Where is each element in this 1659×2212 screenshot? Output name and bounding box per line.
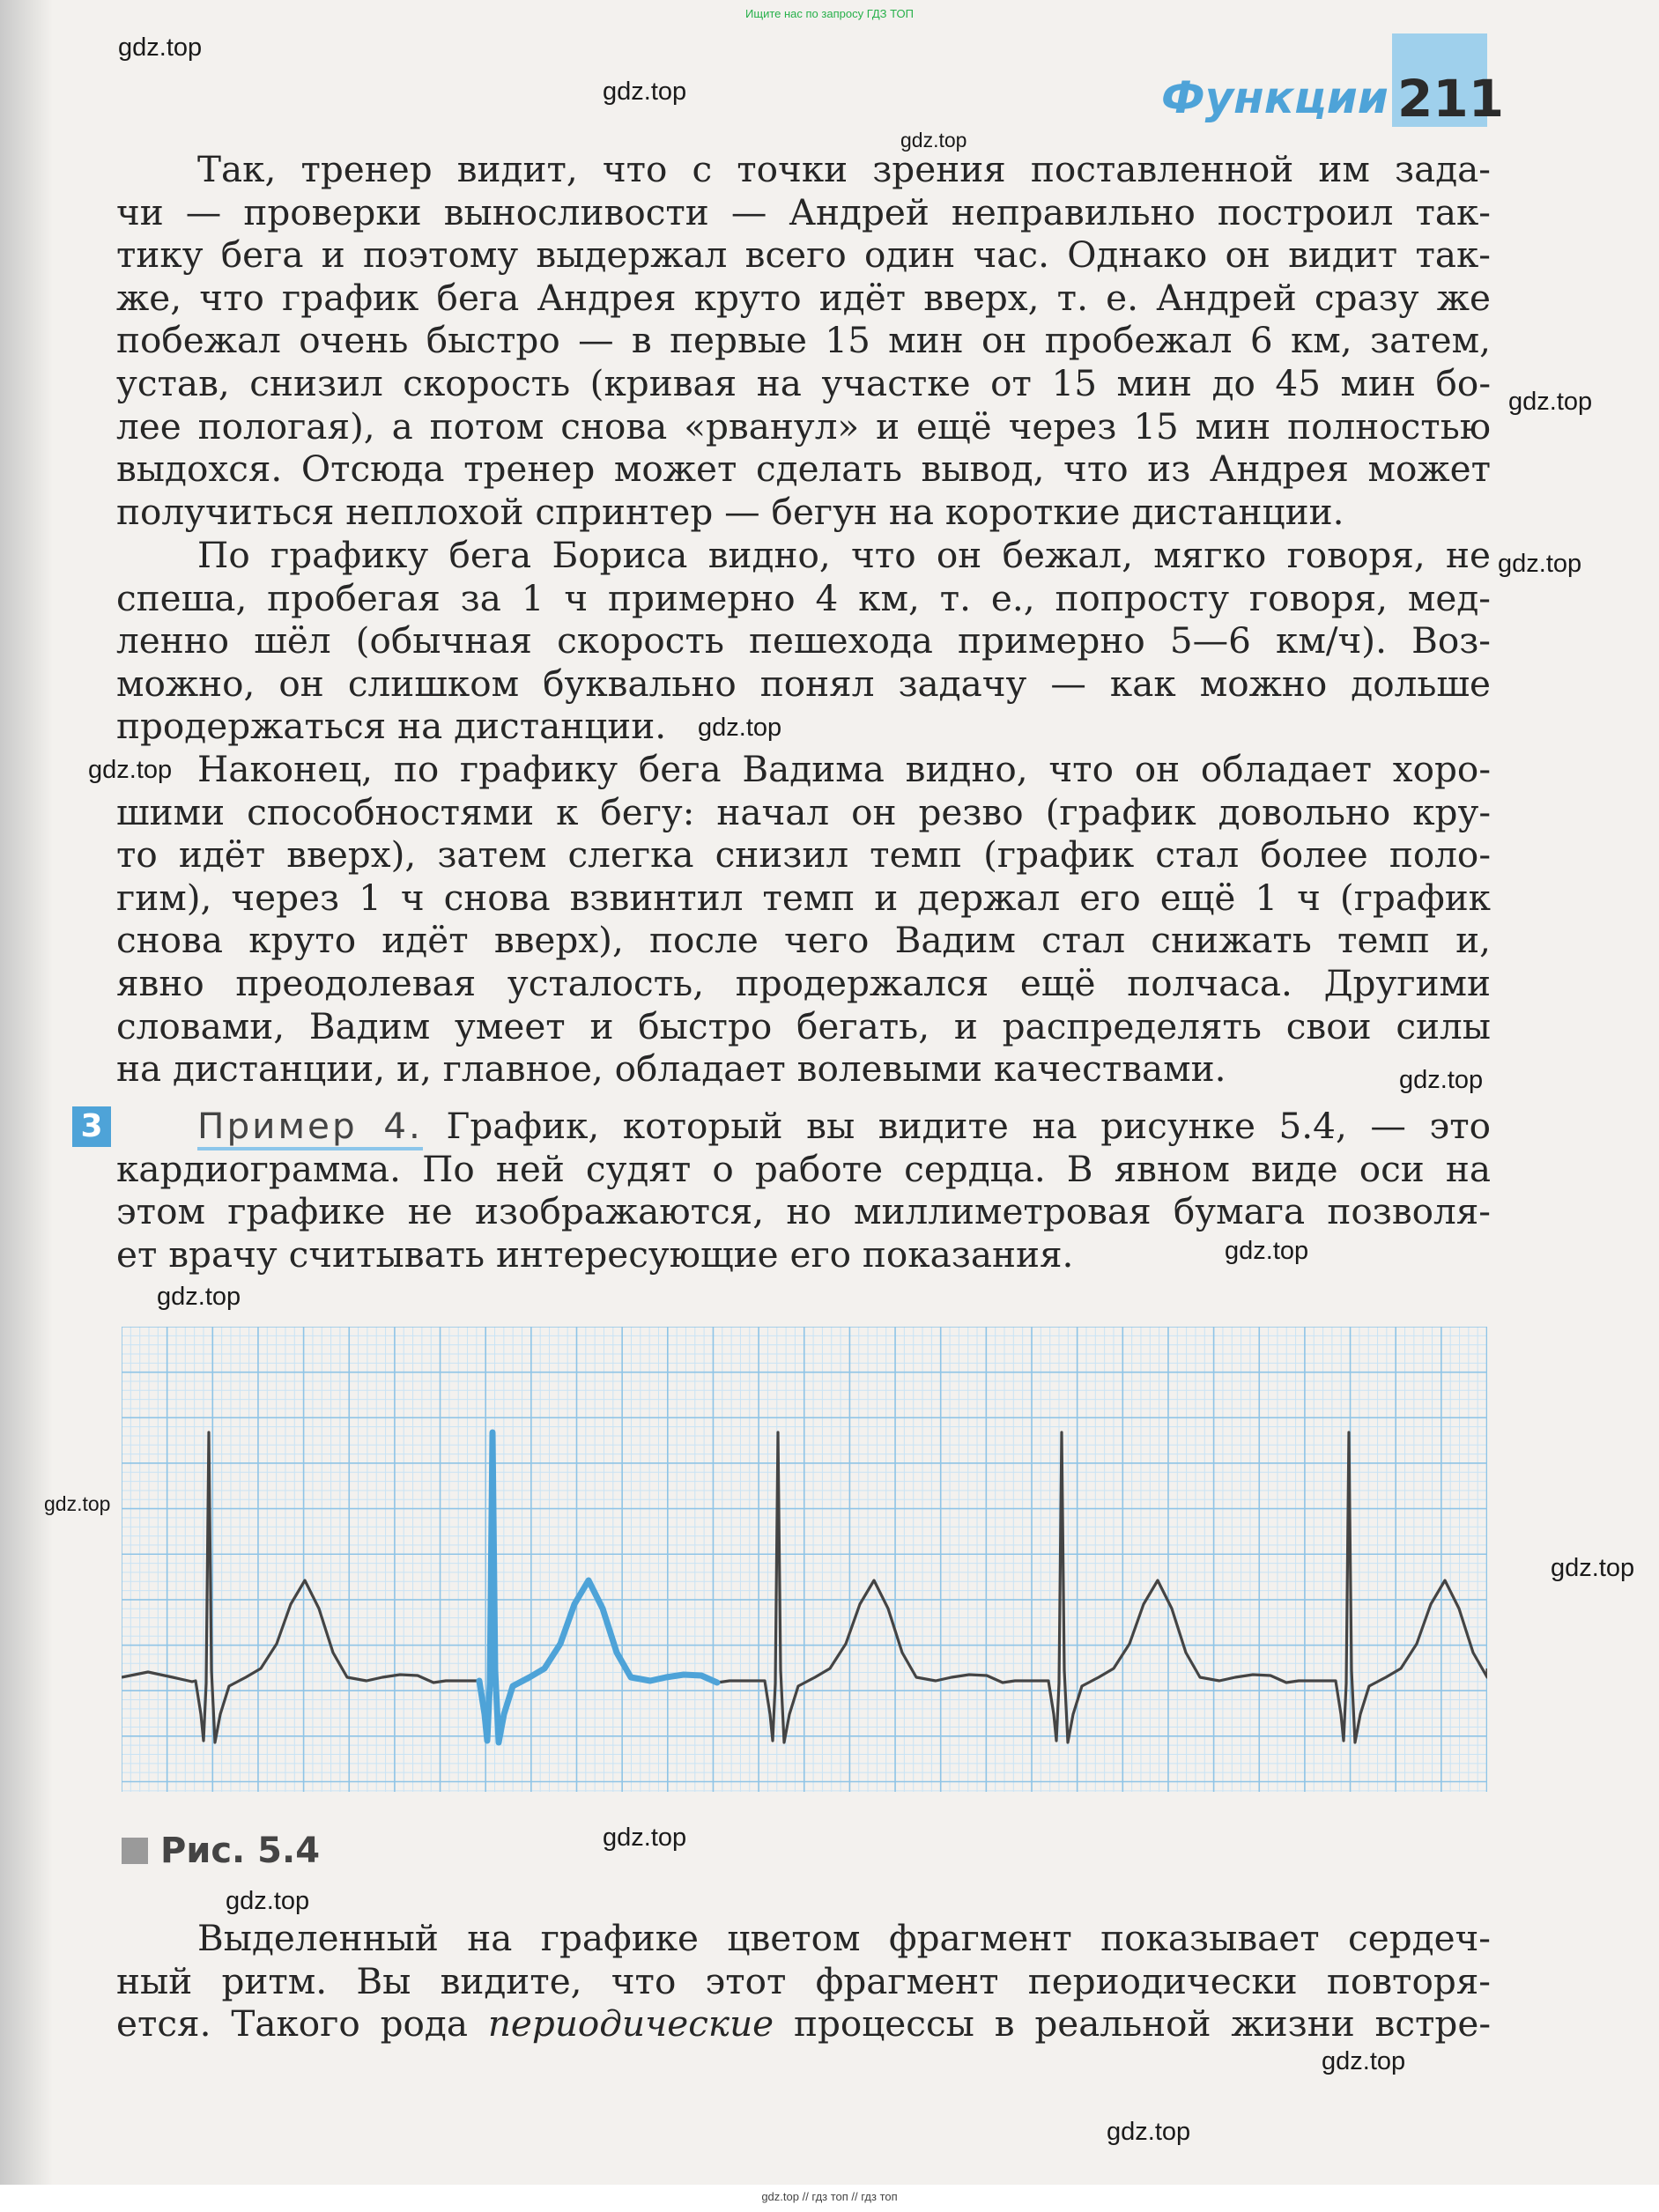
text-line: лее пологая), а потом снова «рванул» и ещё через 15 мин полностью [116,404,1491,448]
top-note: Ищите нас по запросу ГДЗ ТОП [745,7,914,20]
text-line: шими способностями к бегу: начал он резво (график довольно кру- [116,790,1491,833]
text-line: спеша, пробегая за 1 ч примерно 4 км, т. е., попросту говоря, мед- [116,576,1491,619]
text-line: гим), через 1 ч снова взвинтил темп и держал его ещё 1 ч (график [116,876,1491,919]
text-line: получиться неплохой спринтер — бегун на короткие дистанции. [116,490,1344,533]
text-line: то идёт вверх), затем слегка снизил темп (график стал более поло- [116,833,1491,877]
text-line: По графику бега Бориса видно, что он бежал, мягко говоря, не [197,534,1491,576]
watermark: gdz.top [1551,1554,1635,1582]
watermark: gdz.top [226,1887,310,1915]
ecg-highlighted-cycle [479,1432,717,1742]
text-line: на дистанции, и, главное, обладает волевыми качествами. [116,1047,1226,1091]
text-line: выдохся. Отсюда тренер может сделать вывод, что из Андрея может [116,448,1491,491]
watermark: gdz.top [1107,2118,1191,2146]
example-label: Пример 4. [197,1105,423,1150]
emphasized-term: периодические [487,2002,774,2046]
bottom-note: gdz.top // гдз топ // гдз топ [761,2190,898,2203]
watermark: gdz.top [1508,388,1593,416]
text-span: ется. Такого рода [116,2002,488,2046]
paragraph-vadim [116,748,1491,1091]
paragraph-andrey [116,148,1491,533]
text-line: ет врачу считывать интересующие его показания. [116,1232,1074,1276]
page-number: 211 [1397,69,1505,129]
watermark: gdz.top [157,1283,241,1311]
text-span: График, который вы видите на рисунке 5.4, — это [446,1105,1492,1147]
watermark: gdz.top [1322,2047,1406,2075]
text-line: же, что график бега Андрея круто идёт вверх, т. е. Андрей сразу же [116,276,1491,319]
watermark: gdz.top [603,78,687,106]
text-line: можно, он слишком буквально понял задачу — как можно дольше [116,662,1491,705]
text-line: явно преодолевая усталость, продержался ещё полчаса. Другими [116,961,1491,1004]
text-line: словами, Вадим умеет и быстро бегать, и распределять свои силы [116,1004,1491,1047]
text-line: ный ритм. Вы видите, что этот фрагмент периодически повторя- [116,1959,1491,2002]
text-line: Так, тренер видит, что с точки зрения поставленной им зада- [197,148,1491,190]
text-line [116,2002,1491,2046]
figure-marker-square [122,1838,148,1864]
book-spine-shadow [0,0,53,2185]
ecg-graph-paper [122,1327,1487,1792]
text-line: Выделенный на графике цветом фрагмент показывает сердеч- [197,1917,1491,1959]
section-marker: 3 [72,1106,111,1147]
chapter-title: Функции [1161,72,1389,123]
text-line: устав, снизил скорость (кривая на участке от 15 мин до 45 мин бо- [116,361,1491,404]
text-line: ленно шёл (обычная скорость пешехода примерно 5—6 км/ч). Воз- [116,619,1491,662]
text-line [116,1105,1491,1148]
watermark: gdz.top [900,129,967,152]
paragraph-example-4 [116,1105,1491,1276]
figure-caption: Рис. 5.4 [160,1831,321,1871]
ecg-figure [122,1327,1487,1792]
text-line: этом графике не изображаются, но миллиметровая бумага позволя- [116,1190,1491,1233]
text-line: побежал очень быстро — в первые 15 мин он пробежал 6 км, затем, [116,319,1491,362]
paragraph-boris [116,534,1491,748]
text-line: продержаться на дистанции. [116,705,667,748]
text-line: чи — проверки выносливости — Андрей неправильно построил так- [116,190,1491,233]
text-line: тику бега и поэтому выдержал всего один час. Однако он видит так- [116,233,1491,277]
text-line: снова круто идёт вверх), после чего Вадим стал снижать темп и, [116,919,1491,962]
watermark: gdz.top [118,33,203,62]
watermark: gdz.top [88,756,173,784]
watermark: gdz.top [698,714,782,742]
text-line: кардиограмма. По ней судят о работе сердца. В явном виде оси на [116,1147,1491,1190]
watermark: gdz.top [1399,1066,1484,1094]
watermark: gdz.top [44,1492,111,1515]
watermark: gdz.top [1225,1237,1309,1265]
text-span: процессы в реальной жизни встре- [774,2002,1492,2046]
watermark: gdz.top [603,1824,687,1852]
text-line: Наконец, по графику бега Вадима видно, что он обладает хоро- [197,748,1491,790]
paragraph-rhythm [116,1917,1491,2046]
watermark: gdz.top [1498,550,1582,578]
